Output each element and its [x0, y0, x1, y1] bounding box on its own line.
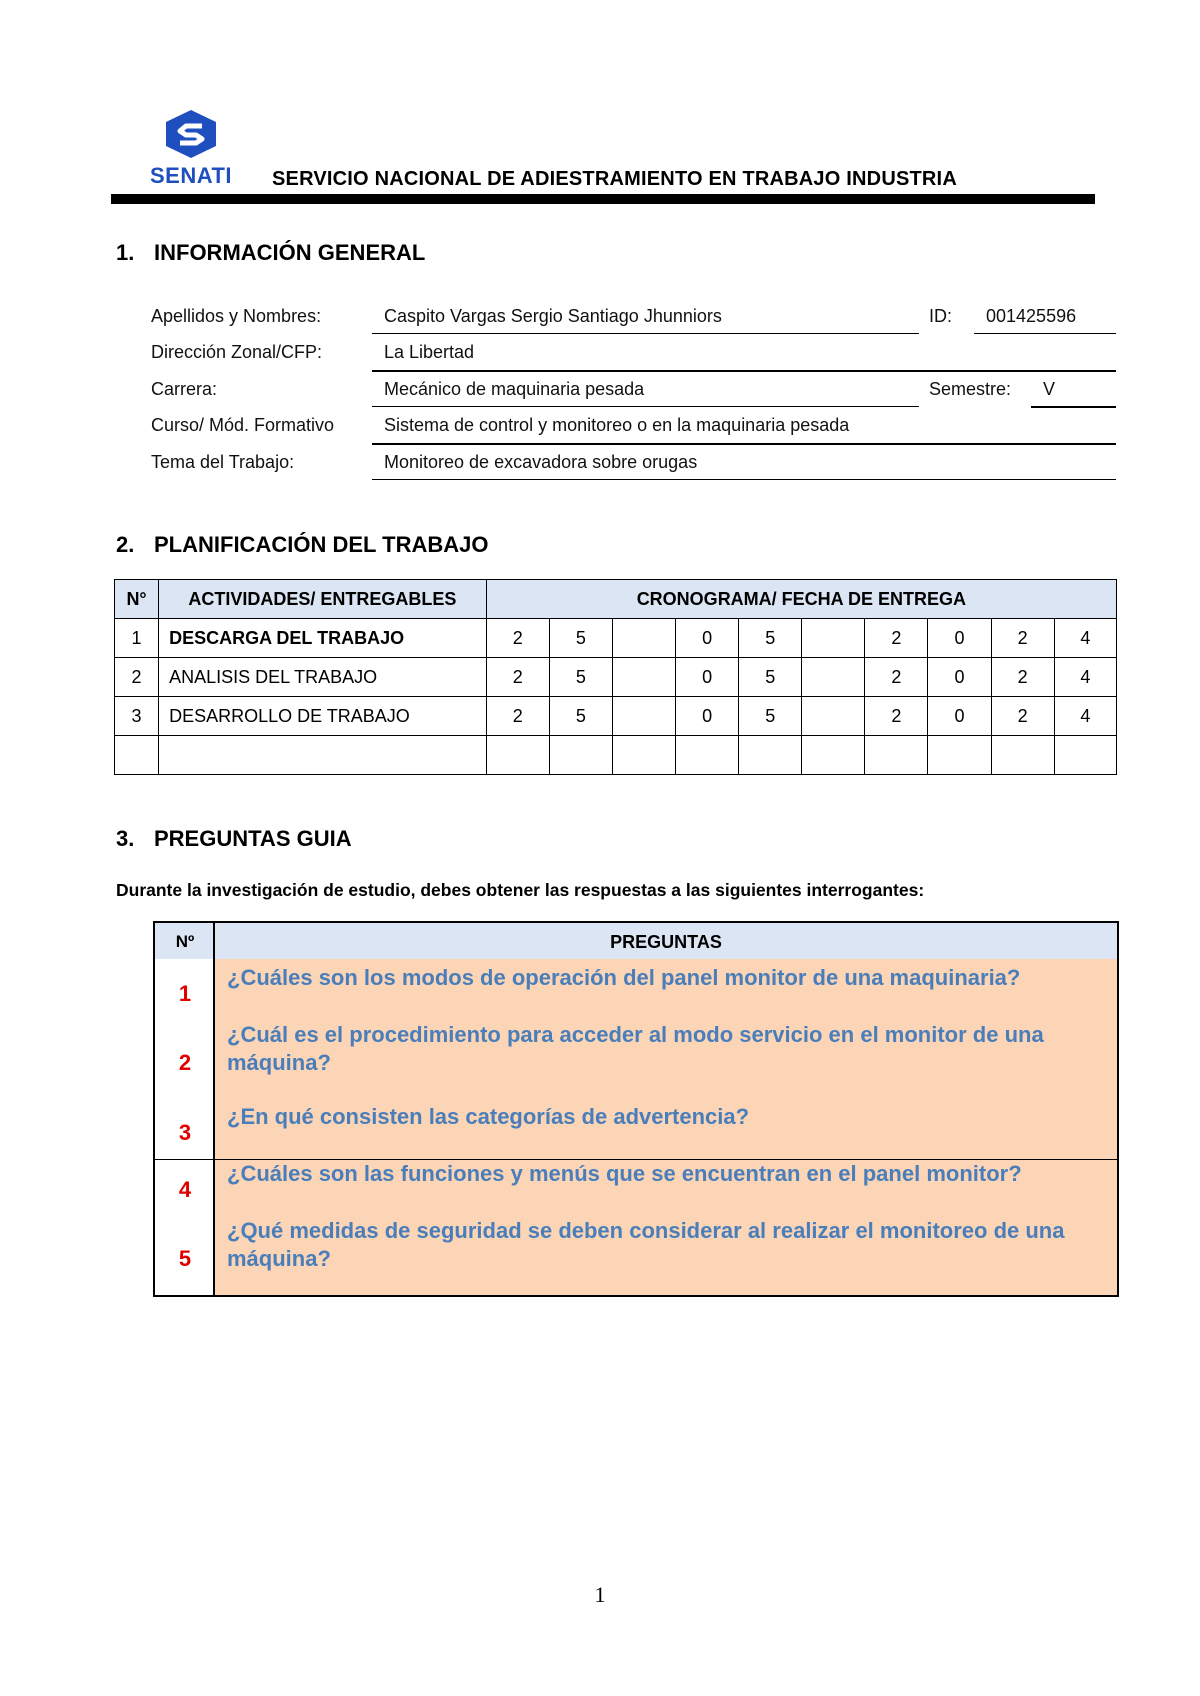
section-1-title: INFORMACIÓN GENERAL	[154, 240, 426, 265]
date-digit-cell: 0	[928, 697, 991, 736]
date-digit-cell	[612, 658, 675, 697]
date-digit-cell	[802, 697, 865, 736]
row-number: 2	[115, 658, 159, 697]
page-number: 1	[594, 1582, 606, 1607]
date-digit-cell	[802, 736, 865, 775]
date-digit-cell: 0	[928, 658, 991, 697]
question-number: 4	[178, 1177, 192, 1202]
planning-row	[115, 619, 1117, 658]
date-digit-cell: 4	[1054, 619, 1116, 658]
date-digit-cell: 2	[486, 658, 549, 697]
section-3-title: PREGUNTAS GUIA	[154, 826, 352, 851]
questions-header	[155, 923, 1117, 959]
date-digit-cell: 2	[865, 697, 928, 736]
planning-row	[115, 697, 1117, 736]
question-number: 3	[178, 1120, 192, 1145]
date-digit-cell	[612, 736, 675, 775]
date-digit-cell	[802, 619, 865, 658]
id-underline	[974, 333, 1116, 334]
logo-text: SENATI	[149, 163, 233, 188]
semester-value: V	[1043, 379, 1056, 399]
header-rule	[111, 194, 1095, 204]
section-2-number: 2.	[116, 532, 135, 557]
planning-table	[114, 579, 1117, 775]
section-2-title: PLANIFICACIÓN DEL TRABAJO	[154, 532, 489, 557]
date-digit-cell: 0	[928, 619, 991, 658]
date-digit-cell: 0	[676, 658, 739, 697]
section-3-number: 3.	[116, 826, 135, 851]
questions-table	[153, 921, 1119, 1297]
date-digit-cell	[802, 658, 865, 697]
question-text: ¿Cuáles son los modos de operación del panel monitor de una maquinaria?	[227, 965, 1021, 990]
zonal-underline	[372, 370, 1116, 372]
senati-logo	[146, 108, 236, 188]
date-digit-cell: 5	[739, 619, 802, 658]
question-number: 5	[178, 1246, 192, 1271]
date-digit-cell	[549, 736, 612, 775]
date-digit-cell	[1054, 736, 1116, 775]
questions-header-label: PREGUNTAS	[610, 932, 722, 952]
date-digit-cell	[739, 736, 802, 775]
date-digit-cell: 4	[1054, 697, 1116, 736]
id-value: 001425596	[986, 306, 1077, 326]
date-digit-cell: 0	[676, 619, 739, 658]
activity-cell: ANALISIS DEL TRABAJO	[159, 658, 487, 697]
activity-cell: DESARROLLO DE TRABAJO	[159, 697, 487, 736]
date-digit-cell: 5	[549, 658, 612, 697]
date-digit-cell: 4	[1054, 658, 1116, 697]
planning-header-row	[115, 580, 1117, 619]
topic-value: Monitoreo de excavadora sobre orugas	[384, 452, 698, 472]
activity-cell	[159, 736, 487, 775]
date-digit-cell: 2	[865, 658, 928, 697]
section-2-heading	[116, 532, 489, 558]
section-3-heading	[116, 826, 352, 852]
zonal-label: Dirección Zonal/CFP:	[151, 342, 323, 362]
date-digit-cell: 2	[991, 658, 1054, 697]
row-number: 1	[115, 619, 159, 658]
name-value: Caspito Vargas Sergio Santiago Jhunniors	[384, 306, 722, 326]
date-digit-cell: 2	[486, 619, 549, 658]
row-number: 3	[115, 697, 159, 736]
header-num: N°	[115, 580, 159, 619]
zonal-value: La Libertad	[384, 342, 475, 362]
date-digit-cell	[612, 619, 675, 658]
date-digit-cell: 2	[865, 619, 928, 658]
career-underline	[372, 406, 919, 407]
date-digit-cell	[865, 736, 928, 775]
course-label: Curso/ Mód. Formativo	[151, 415, 335, 435]
date-digit-cell	[928, 736, 991, 775]
date-digit-cell: 5	[739, 697, 802, 736]
date-digit-cell	[486, 736, 549, 775]
name-underline	[372, 333, 919, 334]
date-digit-cell: 5	[549, 697, 612, 736]
row-number	[115, 736, 159, 775]
questions-header-num: Nº	[175, 932, 195, 951]
question-text: ¿Qué medidas de seguridad se deben considerar al realizar el monitoreo de una máquina?	[227, 1218, 1065, 1271]
planning-row	[115, 658, 1117, 697]
date-digit-cell: 2	[991, 619, 1054, 658]
questions-num-column	[155, 923, 215, 1295]
date-digit-cell: 5	[739, 658, 802, 697]
date-digit-cell	[991, 736, 1054, 775]
questions-intro: Durante la investigación de estudio, debes obtener las respuestas a las siguientes interrogantes:	[116, 880, 925, 900]
date-digit-cell: 2	[991, 697, 1054, 736]
course-underline	[372, 443, 1116, 445]
header-schedule: CRONOGRAMA/ FECHA DE ENTREGA	[486, 580, 1116, 619]
semester-underline	[1031, 406, 1116, 408]
topic-underline	[372, 479, 1116, 480]
date-digit-cell: 5	[549, 619, 612, 658]
question-number: 1	[178, 981, 192, 1006]
senati-emblem-icon	[146, 108, 236, 160]
question-text: ¿Cuáles son las funciones y menús que se encuentran en el panel monitor?	[227, 1161, 1022, 1186]
topic-label: Tema del Trabajo:	[151, 452, 295, 472]
header-activities: ACTIVIDADES/ ENTREGABLES	[159, 580, 487, 619]
activity-cell: DESCARGA DEL TRABAJO	[159, 619, 487, 658]
semester-label: Semestre:	[929, 379, 1012, 399]
date-digit-cell: 2	[486, 697, 549, 736]
organization-title: SERVICIO NACIONAL DE ADIESTRAMIENTO EN TRABAJO INDUSTRIA	[272, 168, 957, 190]
course-value: Sistema de control y monitoreo o en la maquinaria pesada	[384, 415, 850, 435]
date-digit-cell	[612, 697, 675, 736]
section-1-number: 1.	[116, 240, 135, 265]
question-text: ¿En qué consisten las categorías de advertencia?	[227, 1104, 750, 1129]
name-label: Apellidos y Nombres:	[151, 306, 322, 326]
career-label: Carrera:	[151, 379, 218, 399]
career-value: Mecánico de maquinaria pesada	[384, 379, 645, 399]
planning-row	[115, 736, 1117, 775]
question-text: ¿Cuál es el procedimiento para acceder al modo servicio en el monitor de una máquina?	[227, 1022, 1044, 1075]
section-1-heading	[116, 240, 425, 266]
date-digit-cell	[676, 736, 739, 775]
question-number: 2	[178, 1050, 192, 1075]
date-digit-cell: 0	[676, 697, 739, 736]
id-label: ID:	[929, 306, 953, 326]
